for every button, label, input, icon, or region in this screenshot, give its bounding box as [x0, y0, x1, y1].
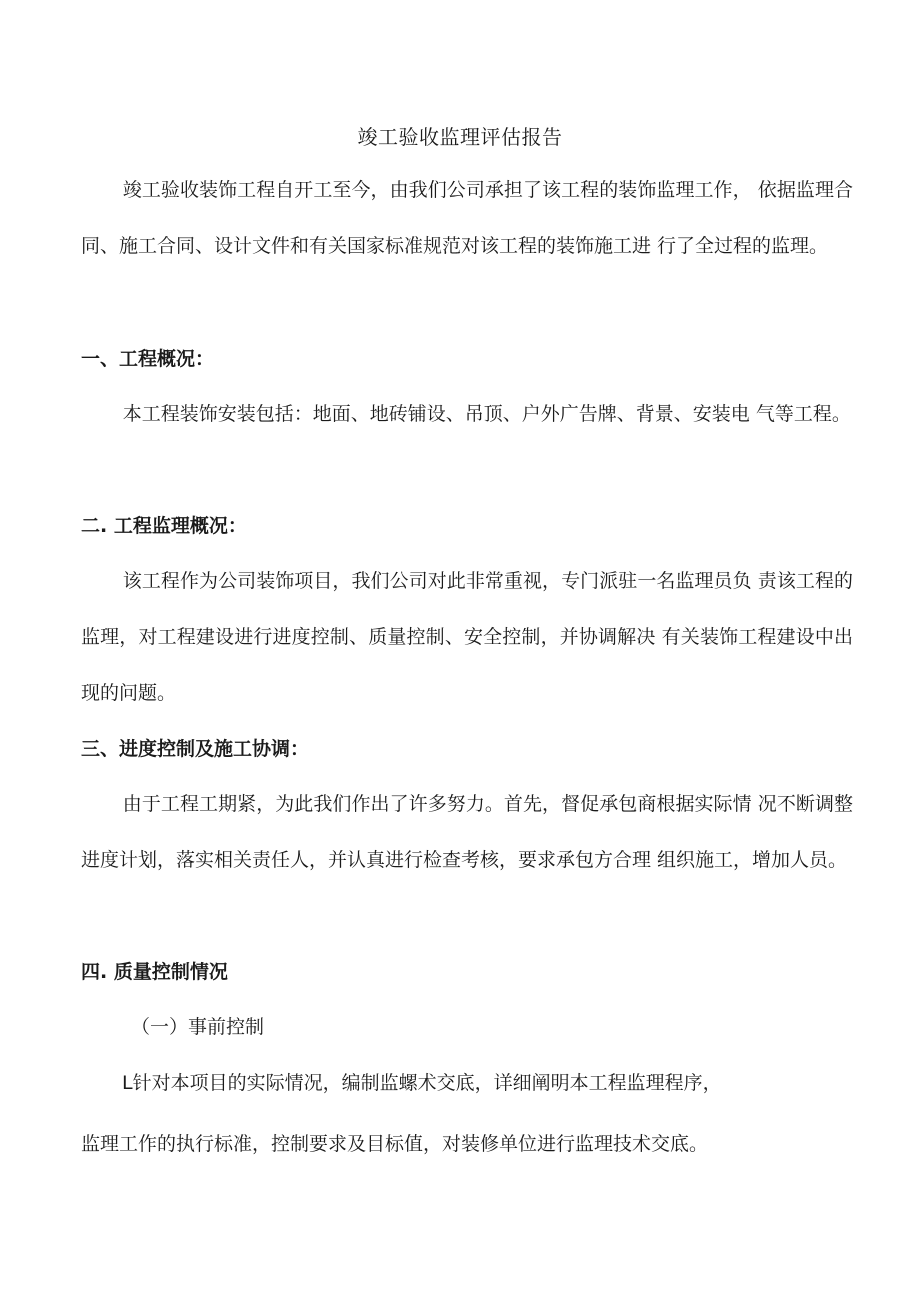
list-item-1: L针对本项目的实际情况，编制监螺术交底，详细阐明本工程监理程序，: [122, 1072, 722, 1094]
section-heading-quality: 四. 质量控制情况: [81, 961, 228, 983]
list-item-1-continued: 监理工作的执行标准，控制要求及目标值，对装修单位进行监理技术交底。: [81, 1133, 709, 1155]
section-body-supervision: 该工程作为公司装饰项目，我们公司对此非常重视，专门派驻一名监理员负 责该工程的监理，对工程建设进行进度控制、质量控制、安全控制，并协调解决 有关装饰工程建设中出现的问题。: [81, 570, 853, 704]
document-title: 竣工验收监理评估报告: [357, 125, 563, 149]
section-heading-supervision: 二. 工程监理概况：: [81, 515, 247, 537]
subheading-pre-control: （一）事前控制: [131, 1016, 265, 1038]
section-heading-overview: 一、工程概况：: [81, 348, 215, 370]
section-body-overview: 本工程装饰安装包括：地面、地砖铺设、吊顶、户外广告牌、背景、安装电 气等工程。: [122, 403, 851, 425]
intro-paragraph: 竣工验收装饰工程自开工至今，由我们公司承担了该工程的装饰监理工作， 依据监理合同、施工合同、设计文件和有关国家标准规范对该工程的装饰施工进 行了全过程的监理。: [81, 179, 853, 257]
section-body-schedule: 由于工程工期紧，为此我们作出了许多努力。首先，督促承包商根据实际情 况不断调整进度计划，落实相关责任人，并认真进行检查考核，要求承包方合理 组织施工，增加人员。: [81, 793, 853, 871]
section-heading-schedule: 三、进度控制及施工协调：: [81, 738, 310, 760]
